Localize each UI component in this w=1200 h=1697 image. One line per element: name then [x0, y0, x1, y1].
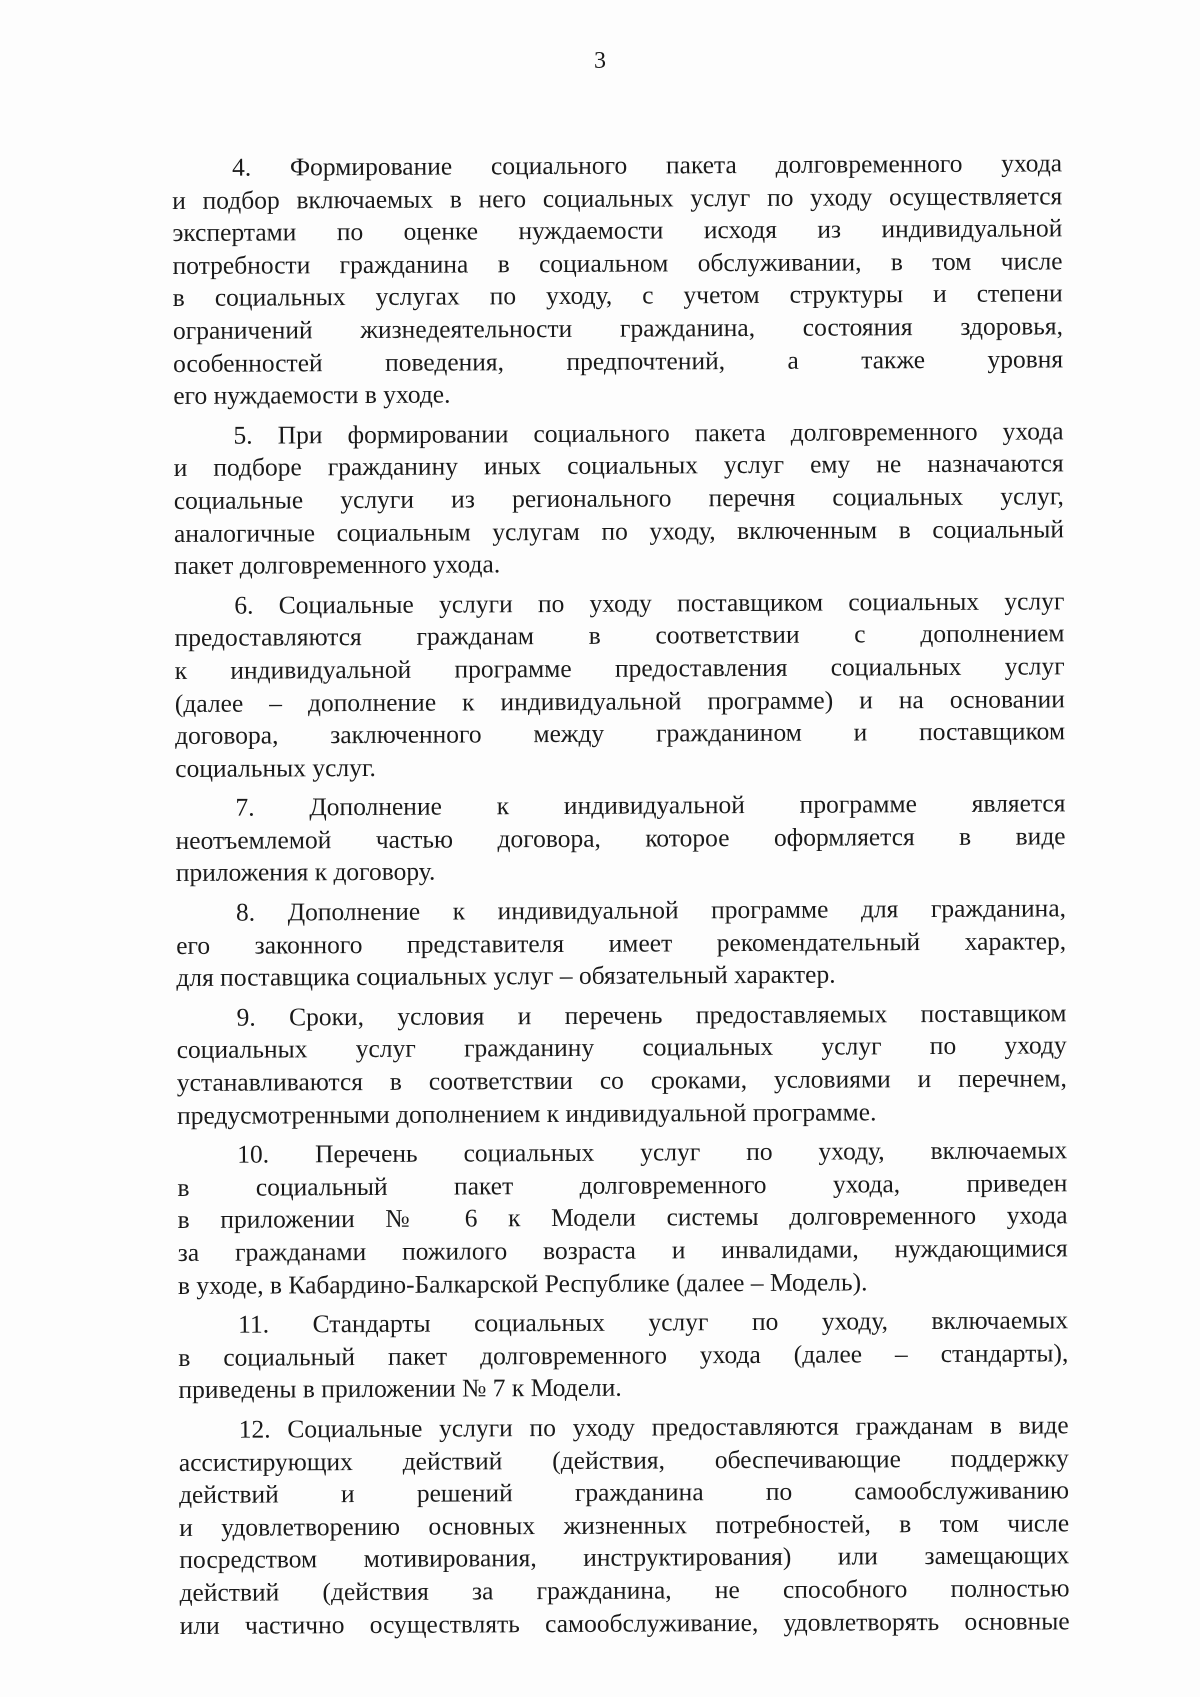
paragraph-line: потребности гражданина в социальном обслуживании, в том числе: [172, 246, 1063, 280]
paragraph-line: аналогичные социальным услугам по уходу, включенным в социальный: [173, 513, 1065, 548]
paragraph-line: неотъемлемой частью договора, которое оформляется в виде: [175, 821, 1066, 855]
paragraph-line: посредством мотивирования, инструктирования) или замещающих: [179, 1540, 1070, 1575]
paragraph-line: и подбор включаемых в него социальных услуг по уходу осуществляется: [172, 180, 1063, 215]
paragraph-line: в приложении № 6 к Модели системы долговременного ухода: [177, 1200, 1068, 1235]
paragraph-line: его законного представителя имеет рекомендательный характер,: [176, 925, 1067, 960]
paragraph-line: социальных услуг.: [175, 752, 376, 783]
paragraph-line: 6. Социальные услуги по уходу поставщиком социальных услуг: [234, 586, 1065, 620]
document-body: [172, 147, 1070, 1649]
paragraph-line: устанавливаются в соответствии со сроками, условиями и перечнем,: [176, 1063, 1067, 1098]
paragraph-5: [176, 892, 1066, 994]
paragraph-3: [174, 585, 1065, 785]
paragraph-line: действий и решений гражданина по самообслуживанию: [178, 1475, 1070, 1510]
paragraph-line: приведены в приложении № 7 к Модели.: [178, 1373, 622, 1405]
paragraph-line: и удовлетворению основных жизненных потребностей, в том числе: [179, 1508, 1070, 1542]
paragraph-line: в социальный пакет долговременного ухода, приведен: [177, 1168, 1068, 1202]
paragraph-line: социальных услуг гражданину социальных услуг по уходу: [176, 1030, 1067, 1065]
paragraph-line: 12. Социальные услуги по уходу предоставляются гражданам в виде: [238, 1410, 1069, 1444]
paragraph-line: договора, заключенного между гражданином и поставщиком: [174, 716, 1066, 751]
paragraph-line: предоставляются гражданам в соответствии с дополнением: [174, 618, 1065, 653]
paragraph-8: [178, 1305, 1068, 1407]
paragraph-line: приложения к договору.: [175, 857, 436, 888]
paragraph-line: в уходе, в Кабардино-Балкарской Республике (далее – Модель).: [177, 1266, 868, 1300]
paragraph-line: для поставщика социальных услуг – обязательный характер.: [176, 959, 836, 993]
paragraph-line: экспертами по оценке нуждаемости исходя из индивидуальной: [172, 213, 1063, 248]
paragraph-line: к индивидуальной программе предоставления социальных услуг: [174, 651, 1065, 685]
paragraph-line: социальные услуги из регионального перечня социальных услуг,: [173, 481, 1064, 515]
paragraph-line: и подборе гражданину иных социальных услуг ему не назначаются: [173, 448, 1064, 483]
paragraph-6: [176, 997, 1067, 1132]
page-number: 3: [594, 48, 606, 74]
paragraph-7: [177, 1135, 1068, 1303]
paragraph-line: в социальных услугах по уходу, с учетом структуры и степени: [172, 278, 1063, 313]
paragraph-line: (далее – дополнение к индивидуальной программе) и на основании: [174, 683, 1065, 718]
paragraph-line: 5. При формировании социального пакета долговременного ухода: [233, 416, 1064, 450]
paragraph-line: пакет долговременного ухода.: [174, 549, 501, 581]
paragraph-line: или частично осуществлять самообслуживание, удовлетворять основные: [179, 1605, 1070, 1640]
paragraph-line: предусмотренными дополнением к индивидуальной программе.: [176, 1096, 877, 1130]
paragraph-line: за гражданами пожилого возраста и инвалидами, нуждающимися: [177, 1233, 1068, 1267]
paragraph-line: ассистирующих действий (действия, обеспечивающие поддержку: [178, 1442, 1069, 1477]
paragraph-line: 8. Дополнение к индивидуальной программе для гражданина,: [235, 893, 1067, 927]
paragraph-line: ограничений жизнедеятельности гражданина, состояния здоровья,: [172, 311, 1063, 345]
paragraph-4: [175, 788, 1065, 890]
paragraph-2: [173, 415, 1064, 583]
paragraph-1: [172, 147, 1063, 412]
paragraph-line: 4. Формирование социального пакета долговременного ухода: [232, 148, 1063, 182]
paragraph-line: 11. Стандарты социальных услуг по уходу, включаемых: [238, 1305, 1069, 1339]
paragraph-9: [179, 1409, 1070, 1642]
paragraph-line: действий (действия за гражданина, не способного полностью: [179, 1573, 1070, 1607]
paragraph-line: 9. Сроки, условия и перечень предоставляемых поставщиком: [236, 998, 1067, 1032]
paragraph-line: в социальный пакет долговременного ухода (далее – стандарты),: [178, 1338, 1069, 1372]
paragraph-line: его нуждаемости в уходе.: [173, 379, 451, 411]
paragraph-line: 7. Дополнение к индивидуальной программе является: [235, 788, 1066, 822]
paragraph-line: 10. Перечень социальных услуг по уходу, включаемых: [237, 1135, 1068, 1169]
paragraph-line: особенностей поведения, предпочтений, а также уровня: [173, 343, 1064, 378]
